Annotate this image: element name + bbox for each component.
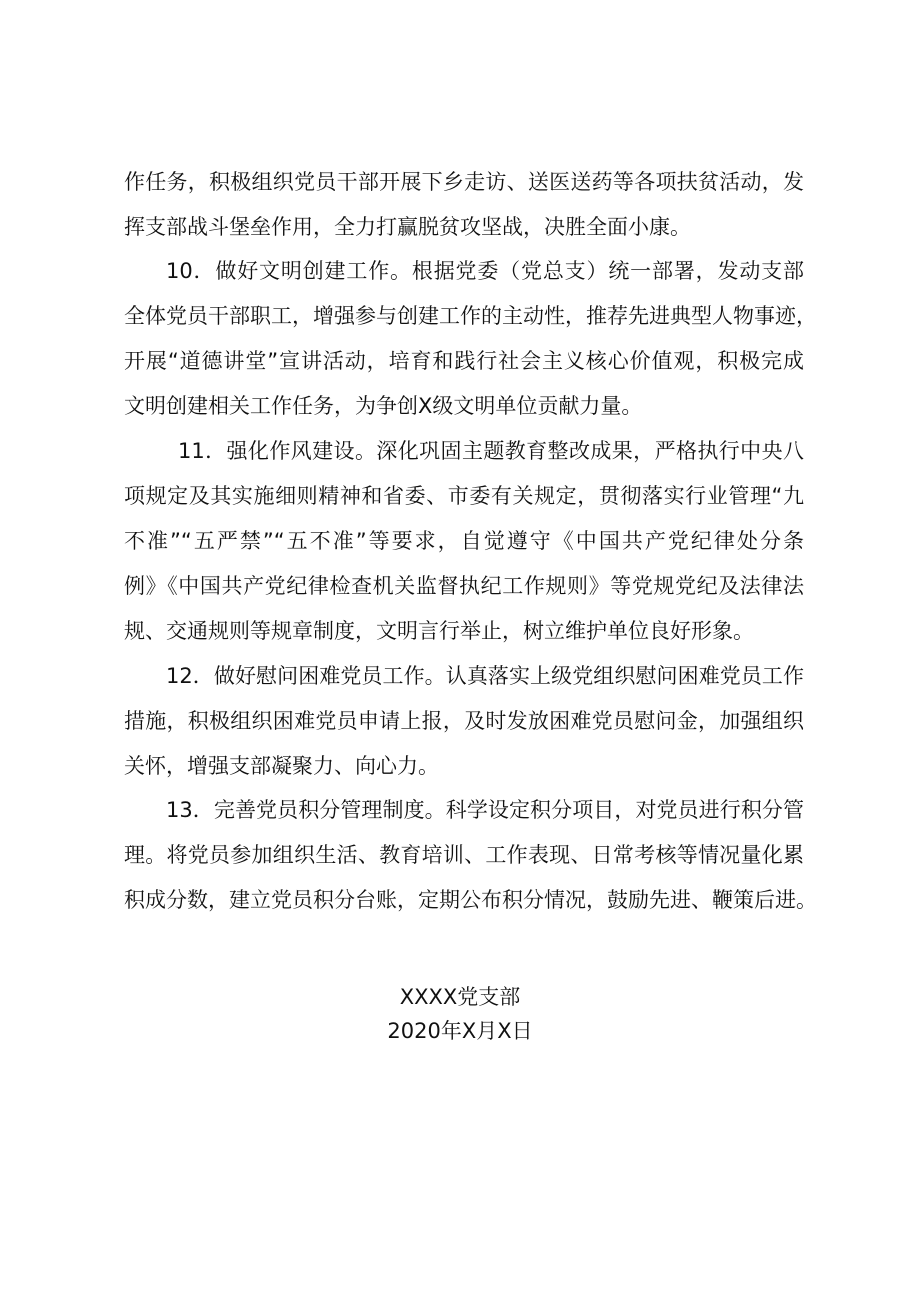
paragraph-13-line-2: 理。将党员参加组织生活、教育培训、工作表现、日常考核等情况量化累 xyxy=(124,843,804,867)
paragraph-12-line-2: 措施，积极组织困难党员申请上报，及时发放困难党员慰问金，加强组织 xyxy=(124,709,804,733)
paragraph-11-line-2: 项规定及其实施细则精神和省委、市委有关规定，贯彻落实行业管理“九 xyxy=(124,484,804,508)
paragraph-13-line-3: 积成分数，建立党员积分台账，定期公布积分情况，鼓励先进、鞭策后进。 xyxy=(124,888,817,912)
paragraph-1-line-1: 作任务，积极组织党员干部开展下乡走访、送医送药等各项扶贫活动，发 xyxy=(124,170,804,194)
paragraph-12-line-1: 12．做好慰问困难党员工作。认真落实上级党组织慰问困难党员工作 xyxy=(166,664,804,688)
paragraph-12-line-3: 关怀，增强支部凝聚力、向心力。 xyxy=(124,754,439,778)
paragraph-11-line-3: 不准”“五严禁”“五不准”等要求，自觉遵守《中国共产党纪律处分条 xyxy=(124,529,804,553)
paragraph-10-line-4: 文明创建相关工作任务，为争创X级文明单位贡献力量。 xyxy=(124,394,643,418)
paragraph-10-line-2: 全体党员干部职工，增强参与创建工作的主动性，推荐先进典型人物事迹， xyxy=(124,304,817,328)
paragraph-11-line-4: 例》《中国共产党纪律检查机关监督执纪工作规则》等党规党纪及法律法 xyxy=(124,574,804,598)
paragraph-13-line-1: 13．完善党员积分管理制度。科学设定积分项目，对党员进行积分管 xyxy=(166,798,804,822)
paragraph-11-line-5: 规、交通规则等规章制度，文明言行举止，树立维护单位良好形象。 xyxy=(124,619,754,643)
paragraph-11-line-1: 11．强化作风建设。深化巩固主题教育整改成果，严格执行中央八 xyxy=(178,439,804,463)
paragraph-10-line-3: 开展“道德讲堂”宣讲活动，培育和践行社会主义核心价值观，积极完成 xyxy=(124,349,804,373)
paragraph-1-line-2: 挥支部战斗堡垒作用，全力打赢脱贫攻坚战，决胜全面小康。 xyxy=(124,215,691,239)
paragraph-10-line-1: 10．做好文明创建工作。根据党委（党总支）统一部署，发动支部 xyxy=(166,259,804,283)
signature-organization: XXXX党支部 xyxy=(399,985,521,1009)
signature-date: 2020年X月X日 xyxy=(387,1019,533,1043)
